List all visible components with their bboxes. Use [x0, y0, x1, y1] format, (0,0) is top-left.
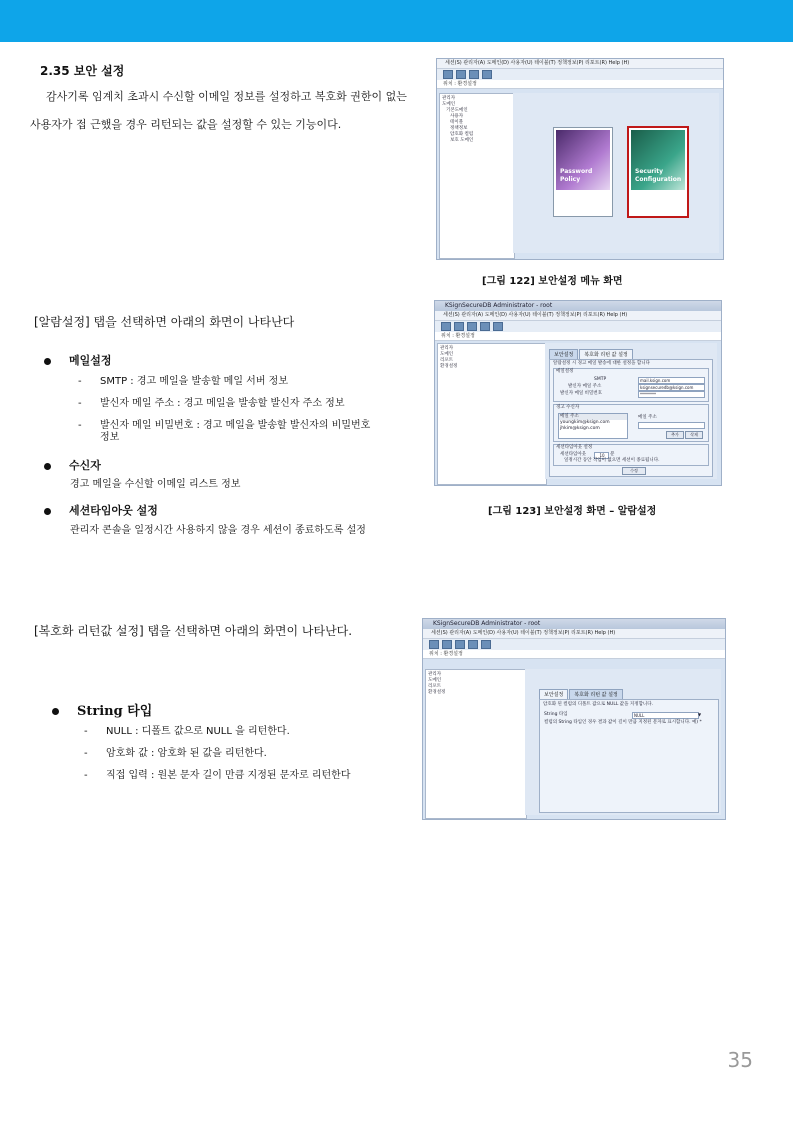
alarm-settings-screenshot: [434, 300, 722, 486]
tree-item[interactable]: 도메인: [442, 102, 456, 107]
recipient-list-header: 메일 주소: [559, 414, 627, 420]
location-bar: 위치 : 환경설정: [423, 650, 725, 659]
figure-123-caption: [그림 123] 보안설정 화면 – 알람설정: [488, 506, 657, 517]
nav-tree: [437, 343, 547, 485]
tree-item[interactable]: 도메인: [440, 352, 454, 357]
recipient-group: [553, 404, 709, 442]
bullet-dot: [44, 358, 51, 365]
timeout-input[interactable]: 10: [594, 452, 609, 459]
toolbar-icon: [429, 640, 439, 649]
timeout-group: [553, 444, 709, 466]
return-header: 암호화 된 컬럼의 디폴트 값으로 NULL 값을 지정합니다.: [543, 702, 654, 707]
tree-item[interactable]: 테이블: [450, 120, 464, 125]
page-number: 35: [727, 1048, 753, 1072]
toolbar-icon: [455, 640, 465, 649]
tab-decrypt-return[interactable]: 복호화 리턴 값 설정: [579, 349, 632, 360]
sender-label: 발신자 메일 주소: [568, 384, 602, 389]
return-item: - 암호화 값 : 암호화 된 값을 리턴한다.: [84, 748, 267, 759]
smtp-input[interactable]: mail.ksign.com: [638, 377, 705, 384]
security-configuration-label: Security Configuration: [635, 168, 682, 183]
string-type-bullet: [52, 700, 152, 719]
tree-item[interactable]: 도메인: [428, 678, 442, 683]
tree-item[interactable]: 환경설정: [428, 690, 446, 695]
toolbar-icon: [454, 322, 464, 331]
tab-security[interactable]: 보안설정: [549, 349, 578, 360]
timeout-unit: 분: [610, 452, 615, 457]
alarm-intro: [알람설정] 탭을 선택하면 아래의 화면이 나타난다: [34, 315, 295, 329]
tree-item[interactable]: 보호 도메인: [450, 138, 474, 143]
return-value-screenshot: [422, 618, 726, 820]
tree-item[interactable]: 정책정보: [450, 126, 468, 131]
bullet-dot: [44, 508, 51, 515]
timeout-group-title: 세션타임아웃 설정: [556, 445, 593, 450]
chevron-down-icon[interactable]: ▼: [698, 712, 702, 717]
content-pane: [525, 669, 721, 815]
intro-line-1: 감사기록 임계치 초과시 수신할 이메일 정보를 설정하고 복호화 권한이 없는: [46, 90, 407, 103]
return-intro: [복호화 리턴값 설정] 탭을 선택하면 아래의 화면이 나타난다.: [34, 624, 353, 638]
timeout-title: 세션타임아웃 설정: [69, 504, 158, 517]
tab-security[interactable]: 보안설정: [539, 689, 568, 700]
tree-item[interactable]: 리포트: [440, 358, 454, 363]
apply-button[interactable]: 수정: [622, 467, 646, 475]
timeout-bullet: [44, 502, 158, 518]
mail-item: - 발신자 메일 비밀번호 : 경고 메일을 발송할 발신자의 비밀번호: [78, 420, 371, 431]
mail-address-input[interactable]: [638, 422, 705, 429]
security-menu-screenshot: [436, 58, 724, 260]
figure-122-caption: [그림 122] 보안설정 메뉴 화면: [482, 276, 623, 287]
password-label: 발신자 메일 비밀번호: [560, 391, 602, 396]
tab-decrypt-return[interactable]: 복호화 리턴 값 설정: [569, 689, 622, 700]
content-pane: [513, 93, 719, 253]
bullet-dot: [44, 463, 51, 470]
tree-item[interactable]: 사용자: [450, 114, 464, 119]
return-note: 컬럼의 String 타입인 경우 결과 값이 길이 만큼 지정된 문자로 표시합니다. 예) *: [544, 720, 702, 725]
tree-item[interactable]: 관리자: [440, 346, 454, 351]
nav-tree: [425, 669, 527, 819]
return-panel: [539, 699, 719, 813]
return-item-text: 직접 입력 : 원본 문자 길이 만큼 지정된 문자로 리턴한다: [106, 770, 351, 781]
mail-settings-title: 메일설정: [69, 354, 112, 367]
toolbar-icon: [467, 322, 477, 331]
return-item-text: 암호화 값 : 암호화 된 값을 리턴한다.: [106, 748, 267, 759]
location-bar: 위치 : 환경설정: [437, 80, 723, 89]
window-title: KSignSecureDB Administrator - root: [423, 619, 725, 629]
toolbar-icon: [480, 322, 490, 331]
nav-tree: [439, 93, 515, 259]
mail-group: [553, 368, 709, 402]
menu-bar: 세션(S) 관리자(A) 도메인(D) 사용자(U) 테이블(T) 정책정보(P) 리포트(R) Help (H): [423, 629, 725, 639]
location-bar: 위치 : 환경설정: [435, 332, 721, 341]
alarm-header: 알람설정 시 경고 메일 발송에 대한 설정을 합니다: [553, 361, 650, 366]
mail-item-text: 발신자 메일 비밀번호 : 경고 메일을 발송할 발신자의 비밀번호: [100, 420, 371, 431]
recipient-bullet: [44, 457, 101, 473]
mail-item: - SMTP : 경고 메일을 발송할 메일 서버 정보: [78, 376, 288, 387]
section-title: 2.35 보안 설정: [40, 64, 125, 78]
toolbar-icon: [442, 640, 452, 649]
add-button[interactable]: 추가: [666, 431, 684, 439]
string-type-title: String 타입: [77, 704, 153, 719]
toolbar-icon: [481, 640, 491, 649]
string-type-select[interactable]: NULL: [632, 712, 699, 719]
toolbar-icon: [493, 322, 503, 331]
smtp-label: SMTP: [594, 377, 607, 382]
menu-bar: 세션(S) 관리자(A) 도메인(D) 사용자(U) 테이블(T) 정책정보(P) 리포트(R) Help (H): [437, 59, 723, 69]
tree-item[interactable]: 리포트: [428, 684, 442, 689]
delete-button[interactable]: 삭제: [685, 431, 703, 439]
toolbar-icon: [482, 70, 492, 79]
tree-item[interactable]: 환경설정: [440, 364, 458, 369]
mail-settings-bullet: [44, 352, 112, 368]
content-pane: [545, 343, 717, 479]
mail-group-title: 메일설정: [556, 369, 574, 374]
recipient-list[interactable]: [558, 413, 628, 439]
recipient-title: 수신자: [69, 459, 101, 472]
toolbar: [423, 639, 725, 650]
toolbar-icon: [469, 70, 479, 79]
toolbar-icon: [443, 70, 453, 79]
timeout-label: 세션타임아웃: [560, 452, 587, 457]
toolbar-icon: [456, 70, 466, 79]
toolbar: [435, 321, 721, 332]
return-item: - NULL : 디폴트 값으로 NULL 을 리턴한다.: [84, 726, 290, 737]
recipient-list-item[interactable]: jhkim@ksign.com: [560, 426, 600, 431]
bullet-dot: [52, 708, 59, 715]
mail-item: - 발신자 메일 주소 : 경고 메일을 발송할 발신자 주소 정보: [78, 398, 345, 409]
tree-item[interactable]: 기본도메인: [446, 108, 468, 113]
mail-item-text: SMTP : 경고 메일을 발송할 메일 서버 정보: [100, 376, 288, 387]
toolbar-icon: [441, 322, 451, 331]
return-item-text: NULL : 디폴트 값으로 NULL 을 리턴한다.: [106, 726, 290, 737]
window-title: KSignSecureDB Administrator - root: [435, 301, 721, 311]
password-policy-label: Password Policy: [560, 168, 593, 183]
menu-bar: 세션(S) 관리자(A) 도메인(D) 사용자(U) 테이블(T) 정책정보(P) 리포트(R) Help (H): [435, 311, 721, 321]
sender-input[interactable]: ksignsecuredb@ksign.com: [638, 384, 705, 391]
toolbar-icon: [468, 640, 478, 649]
tree-item[interactable]: 관리자: [442, 96, 456, 101]
security-configuration-card[interactable]: [627, 126, 689, 218]
mail-item-text: 발신자 메일 주소 : 경고 메일을 발송할 발신자 주소 정보: [100, 398, 345, 409]
recipient-desc: 경고 메일을 수신할 이메일 리스트 정보: [70, 479, 241, 490]
recipient-group-title: 경고 수신자: [556, 405, 580, 410]
timeout-desc: 관리자 콘솔을 일정시간 사용하지 않을 경우 세션이 종료하도록 설정: [70, 525, 366, 536]
tree-item[interactable]: 암호화 컬럼: [450, 132, 474, 137]
tree-item[interactable]: 관리자: [428, 672, 442, 677]
timeout-note: 일정시간 동안 작업이 없으면 세션이 종료됩니다.: [564, 458, 660, 463]
recipient-list-item[interactable]: youngkim@ksign.com: [560, 420, 610, 425]
password-policy-card[interactable]: [553, 127, 613, 217]
string-type-label: String 타입: [544, 712, 568, 717]
toolbar: [437, 69, 723, 80]
header-bar: [0, 0, 793, 42]
mail-item-cont: 정보: [100, 432, 120, 443]
mail-address-label: 메일 주소: [638, 415, 657, 420]
intro-line-2: 사용자가 접 근했을 경우 리턴되는 값을 설정할 수 있는 기능이다.: [30, 118, 342, 131]
password-input[interactable]: ********: [638, 391, 705, 398]
alarm-panel: [549, 359, 713, 477]
return-item: - 직접 입력 : 원본 문자 길이 만큼 지정된 문자로 리턴한다: [84, 770, 351, 781]
